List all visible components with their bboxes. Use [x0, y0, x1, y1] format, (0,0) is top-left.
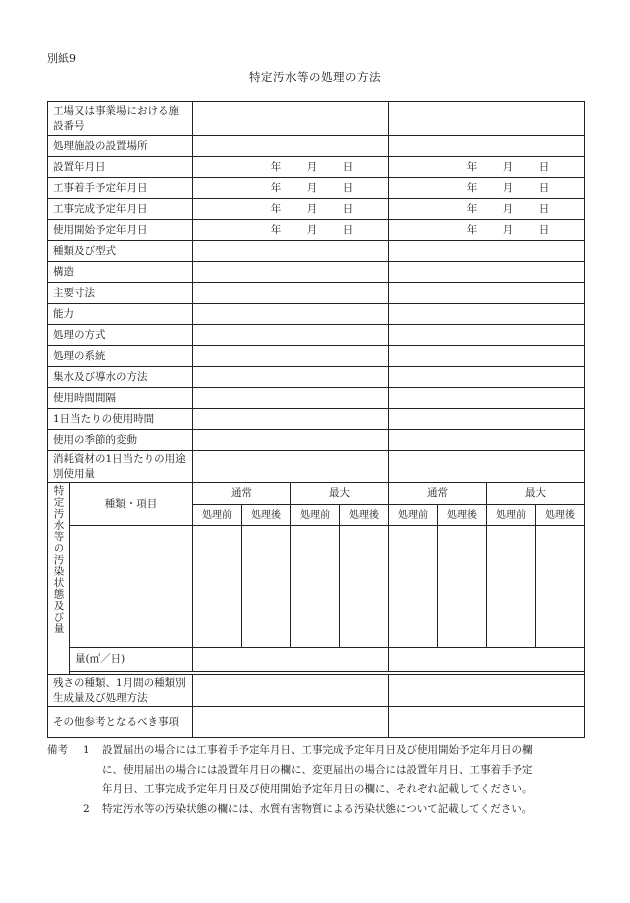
year-label: 年 [466, 181, 478, 194]
day-label: 日 [538, 223, 550, 236]
use-start-field-2[interactable] [389, 220, 585, 241]
day-label: 日 [342, 202, 354, 215]
remarks-label: 備考 [47, 744, 68, 756]
row-label-treatment-method: 処理の方式 [48, 325, 193, 346]
treatment-method-table [47, 101, 585, 738]
main-dimensions-field-1[interactable] [193, 283, 389, 304]
pollution-value-field[interactable] [193, 526, 242, 648]
month-label: 月 [306, 181, 318, 194]
note-text: 設置届出の場合には工事着手予定年月日、工事完成予定年月日及び使用開始予定年月日の欄 [102, 744, 533, 756]
row-label-other: その他参考となるべき事項 [48, 707, 193, 738]
pollution-value-field[interactable] [389, 526, 438, 648]
row-label-main-dimensions: 主要寸法 [48, 283, 193, 304]
residue-field-1[interactable] [193, 675, 389, 707]
row-label-installation-date: 設置年月日 [48, 157, 193, 178]
after-treatment-header: 処理後 [340, 505, 389, 526]
row-label-type-model: 種類及び型式 [48, 241, 193, 262]
construction-completion-field-1[interactable] [193, 199, 389, 220]
capacity-field-1[interactable] [193, 304, 389, 325]
after-treatment-header: 処理後 [438, 505, 487, 526]
pollution-value-field[interactable] [536, 526, 585, 648]
table-row [48, 178, 585, 199]
treatment-method-field-2[interactable] [389, 325, 585, 346]
note-text: 年月日、工事完成予定年月日及び使用開始予定年月日の欄に、それぞれ記載してください。 [102, 783, 533, 795]
note-number: 2 [83, 802, 90, 815]
pollution-value-field[interactable] [242, 526, 291, 648]
row-label-capacity: 能力 [48, 304, 193, 325]
day-label: 日 [342, 160, 354, 173]
page-title: 特定汚水等の処理の方法 [249, 70, 381, 84]
day-label: 日 [342, 223, 354, 236]
structure-field-2[interactable] [389, 262, 585, 283]
form-number: 別紙9 [47, 52, 76, 65]
table-row [48, 409, 585, 430]
facility-number-field-1[interactable] [193, 102, 389, 136]
table-row [48, 648, 585, 672]
year-label: 年 [466, 160, 478, 173]
volume-field-2[interactable] [389, 648, 585, 672]
table-row [48, 283, 585, 304]
row-label-seasonal-variation: 使用の季節的変動 [48, 430, 193, 451]
month-label: 月 [306, 202, 318, 215]
month-label: 月 [306, 160, 318, 173]
normal-header-1: 通常 [193, 483, 291, 505]
row-label-construction-completion: 工事完成予定年月日 [48, 199, 193, 220]
daily-usage-hours-field-2[interactable] [389, 409, 585, 430]
facility-number-field-2[interactable] [389, 102, 585, 136]
other-field-1[interactable] [193, 707, 389, 738]
table-row [48, 262, 585, 283]
consumables-field-1[interactable] [193, 451, 389, 483]
year-label: 年 [466, 223, 478, 236]
day-label: 日 [538, 160, 550, 173]
treatment-system-field-2[interactable] [389, 346, 585, 367]
row-label-use-start: 使用開始予定年月日 [48, 220, 193, 241]
pollution-state-label: 特定汚水等の汚染状態及び量 [48, 483, 70, 675]
construction-start-field-1[interactable] [193, 178, 389, 199]
volume-label: 量(㎥／日) [70, 648, 193, 672]
use-start-field-1[interactable] [193, 220, 389, 241]
installation-date-field-2[interactable] [389, 157, 585, 178]
water-collection-field-1[interactable] [193, 367, 389, 388]
category-field[interactable] [70, 526, 193, 648]
table-row [48, 526, 585, 648]
table-row [48, 430, 585, 451]
note-item [47, 741, 587, 761]
table-row [48, 157, 585, 178]
row-label-consumables: 消耗資材の1日当たりの用途別使用量 [48, 451, 193, 483]
year-label: 年 [270, 160, 282, 173]
structure-field-1[interactable] [193, 262, 389, 283]
table-row [48, 136, 585, 157]
row-label-construction-start: 工事着手予定年月日 [48, 178, 193, 199]
table-row [48, 346, 585, 367]
remarks [47, 741, 587, 819]
construction-start-field-2[interactable] [389, 178, 585, 199]
row-label-structure: 構造 [48, 262, 193, 283]
usage-interval-field-1[interactable] [193, 388, 389, 409]
year-label: 年 [466, 202, 478, 215]
type-model-field-2[interactable] [389, 241, 585, 262]
note-text: に、使用届出の場合には設置年月日の欄に、変更届出の場合には設置年月日、工事着手予定 [102, 763, 533, 776]
pollution-value-field[interactable] [487, 526, 536, 648]
treatment-system-field-1[interactable] [193, 346, 389, 367]
pollution-value-field[interactable] [438, 526, 487, 648]
volume-field-1[interactable] [193, 648, 389, 672]
table-row [48, 304, 585, 325]
max-header-1: 最大 [291, 483, 389, 505]
residue-field-2[interactable] [389, 675, 585, 707]
table-row [48, 367, 585, 388]
seasonal-variation-field-1[interactable] [193, 430, 389, 451]
year-label: 年 [270, 181, 282, 194]
after-treatment-header: 処理後 [536, 505, 585, 526]
before-treatment-header: 処理前 [487, 505, 536, 526]
month-label: 月 [502, 202, 514, 215]
table-row [48, 483, 585, 505]
normal-header-2: 通常 [389, 483, 487, 505]
month-label: 月 [306, 223, 318, 236]
max-header-2: 最大 [487, 483, 585, 505]
after-treatment-header: 処理後 [242, 505, 291, 526]
year-label: 年 [270, 223, 282, 236]
daily-usage-hours-field-1[interactable] [193, 409, 389, 430]
table-row [48, 241, 585, 262]
consumables-field-2[interactable] [389, 451, 585, 483]
usage-interval-field-2[interactable] [389, 388, 585, 409]
type-model-field-1[interactable] [193, 241, 389, 262]
row-label-location: 処理施設の設置場所 [48, 136, 193, 157]
before-treatment-header: 処理前 [193, 505, 242, 526]
table-row [48, 707, 585, 738]
table-row [48, 388, 585, 409]
main-dimensions-field-2[interactable] [389, 283, 585, 304]
table-row [48, 675, 585, 707]
note-item [47, 800, 587, 820]
location-field-2[interactable] [389, 136, 585, 157]
location-field-1[interactable] [193, 136, 389, 157]
construction-completion-field-2[interactable] [389, 199, 585, 220]
day-label: 日 [342, 181, 354, 194]
capacity-field-2[interactable] [389, 304, 585, 325]
month-label: 月 [502, 223, 514, 236]
table-row [48, 199, 585, 220]
day-label: 日 [538, 202, 550, 215]
row-label-daily-usage-hours: 1日当たりの使用時間 [48, 409, 193, 430]
row-label-treatment-system: 処理の系統 [48, 346, 193, 367]
row-label-usage-interval: 使用時間間隔 [48, 388, 193, 409]
day-label: 日 [538, 181, 550, 194]
year-label: 年 [270, 202, 282, 215]
pollution-value-field[interactable] [291, 526, 340, 648]
category-header: 種類・項目 [70, 483, 193, 526]
table-row [48, 220, 585, 241]
row-label-water-collection: 集水及び導水の方法 [48, 367, 193, 388]
table-row [48, 451, 585, 483]
installation-date-field-1[interactable] [193, 157, 389, 178]
before-treatment-header: 処理前 [291, 505, 340, 526]
pollution-value-field[interactable] [340, 526, 389, 648]
row-label-facility-number: 工場又は事業場における施設番号 [48, 102, 193, 136]
treatment-method-field-1[interactable] [193, 325, 389, 346]
table-row [48, 102, 585, 136]
seasonal-variation-field-2[interactable] [389, 430, 585, 451]
month-label: 月 [502, 160, 514, 173]
table-row [48, 325, 585, 346]
month-label: 月 [502, 181, 514, 194]
row-label-residue: 残さの種類、1月間の種類別生成量及び処理方法 [48, 675, 193, 707]
water-collection-field-2[interactable] [389, 367, 585, 388]
note-number: 1 [83, 744, 90, 756]
note-text: 特定汚水等の汚染状態の欄には、水質有害物質による汚染状態について記載してください。 [102, 802, 533, 815]
before-treatment-header: 処理前 [389, 505, 438, 526]
other-field-2[interactable] [389, 707, 585, 738]
